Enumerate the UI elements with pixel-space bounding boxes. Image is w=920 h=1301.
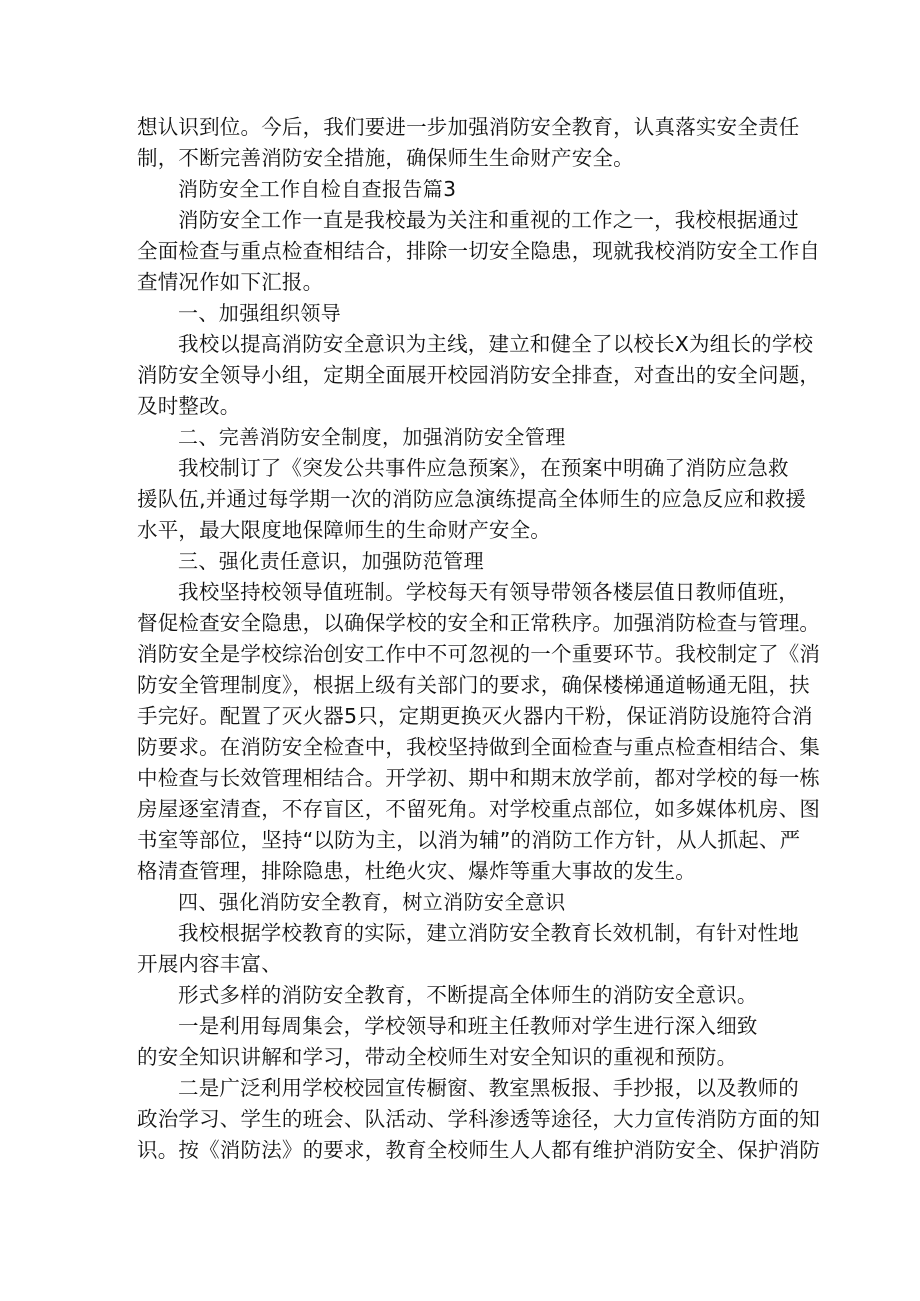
section-4-line-1: 我校根据学校教育的实际，建立消防安全教育长效机制，有针对性地	[178, 921, 799, 945]
section-3-line-1: 我校坚持校领导值班制。学校每天有领导带领各楼层值日教师值班，	[178, 580, 799, 604]
intro-line-1: 想认识到位。今后，我们要进一步加强消防安全教育，认真落实安全责任	[137, 115, 800, 139]
section-1-line-1: 我校以提高消防安全意识为主线，建立和健全了以校长X为组长的学校	[178, 332, 814, 356]
para-1-line-1: 消防安全工作一直是我校最为关注和重视的工作之一，我校根据通过	[178, 208, 799, 232]
section-3-line-4: 防安全管理制度》，根据上级有关部门的要求，确保楼梯通道畅通无阻，扶	[137, 673, 810, 697]
section-1-line-2: 消防安全领导小组，定期全面展开校园消防安全排查，对查出的安全问题，	[137, 363, 821, 387]
section-3-line-8: 房屋逐室清查，不存盲区，不留死角。对学校重点部位，如多媒体机房、图	[137, 797, 821, 821]
para-1-line-2: 全面检查与重点检查相结合，排除一切安全隐患，现就我校消防安全工作自	[137, 239, 821, 263]
section-1-heading: 一、加强组织领导	[178, 301, 342, 325]
section-2-heading: 二、完善消防安全制度，加强消防安全管理	[178, 425, 566, 449]
section-3-line-3: 消防安全是学校综治创安工作中不可忽视的一个重要环节。我校制定了《消	[137, 642, 821, 666]
section-2-line-2: 援队伍,并通过每学期一次的消防应急演练提高全体师生的应急反应和救援	[137, 487, 807, 511]
section-3-line-10: 格清查管理，排除隐患，杜绝火灾、爆炸等重大事故的发生。	[137, 859, 696, 883]
item-1-line-1: 一是利用每周集会，学校领导和班主任教师对学生进行深入细致	[178, 1014, 758, 1038]
item-2-line-1: 二是广泛利用学校校园宣传橱窗、教室黑板报、手抄报，以及教师的	[178, 1076, 799, 1100]
section-1-line-3: 及时整改。	[137, 394, 241, 418]
item-2-line-3: 识。按《消防法》的要求，教育全校师生人人都有维护消防安全、保护消防	[137, 1138, 821, 1162]
section-4-line-2: 开展内容丰富、	[137, 952, 282, 976]
report-title: 消防安全工作自检自查报告篇3	[178, 177, 457, 201]
section-3-heading: 三、强化责任意识，加强防范管理	[178, 549, 484, 573]
section-2-line-1: 我校制订了《突发公共事件应急预案》，在预案中明确了消防应急救	[178, 456, 789, 480]
section-4-line-3: 形式多样的消防安全教育，不断提高全体师生的消防安全意识。	[178, 983, 758, 1007]
section-3-line-6: 防要求。在消防安全检查中，我校坚持做到全面检查与重点检查相结合、集	[137, 735, 821, 759]
intro-line-2: 制，不断完善消防安全措施，确保师生生命财产安全。	[137, 146, 634, 170]
section-3-line-7: 中检查与长效管理相结合。开学初、期中和期末放学前，都对学校的每一栋	[137, 766, 821, 790]
para-1-line-3: 查情况作如下汇报。	[137, 270, 324, 294]
item-1-line-2: 的安全知识讲解和学习，带动全校师生对安全知识的重视和预防。	[137, 1045, 738, 1069]
section-2-line-3: 水平，最大限度地保障师生的生命财产安全。	[137, 518, 551, 542]
item-2-line-2: 政治学习、学生的班会、队活动、学科渗透等途径，大力宣传消防方面的知	[137, 1107, 821, 1131]
section-3-line-9: 书室等部位，坚持“以防为主，以消为辅”的消防工作方针，从人抓起、严	[137, 828, 801, 852]
section-3-line-5: 手完好。配置了灭火器5只，定期更换灭火器内干粉，保证消防设施符合消	[137, 704, 813, 728]
section-4-heading: 四、强化消防安全教育，树立消防安全意识	[178, 890, 566, 914]
section-3-line-2: 督促检查安全隐患，以确保学校的安全和正常秩序。加强消防检查与管理。	[137, 611, 821, 635]
